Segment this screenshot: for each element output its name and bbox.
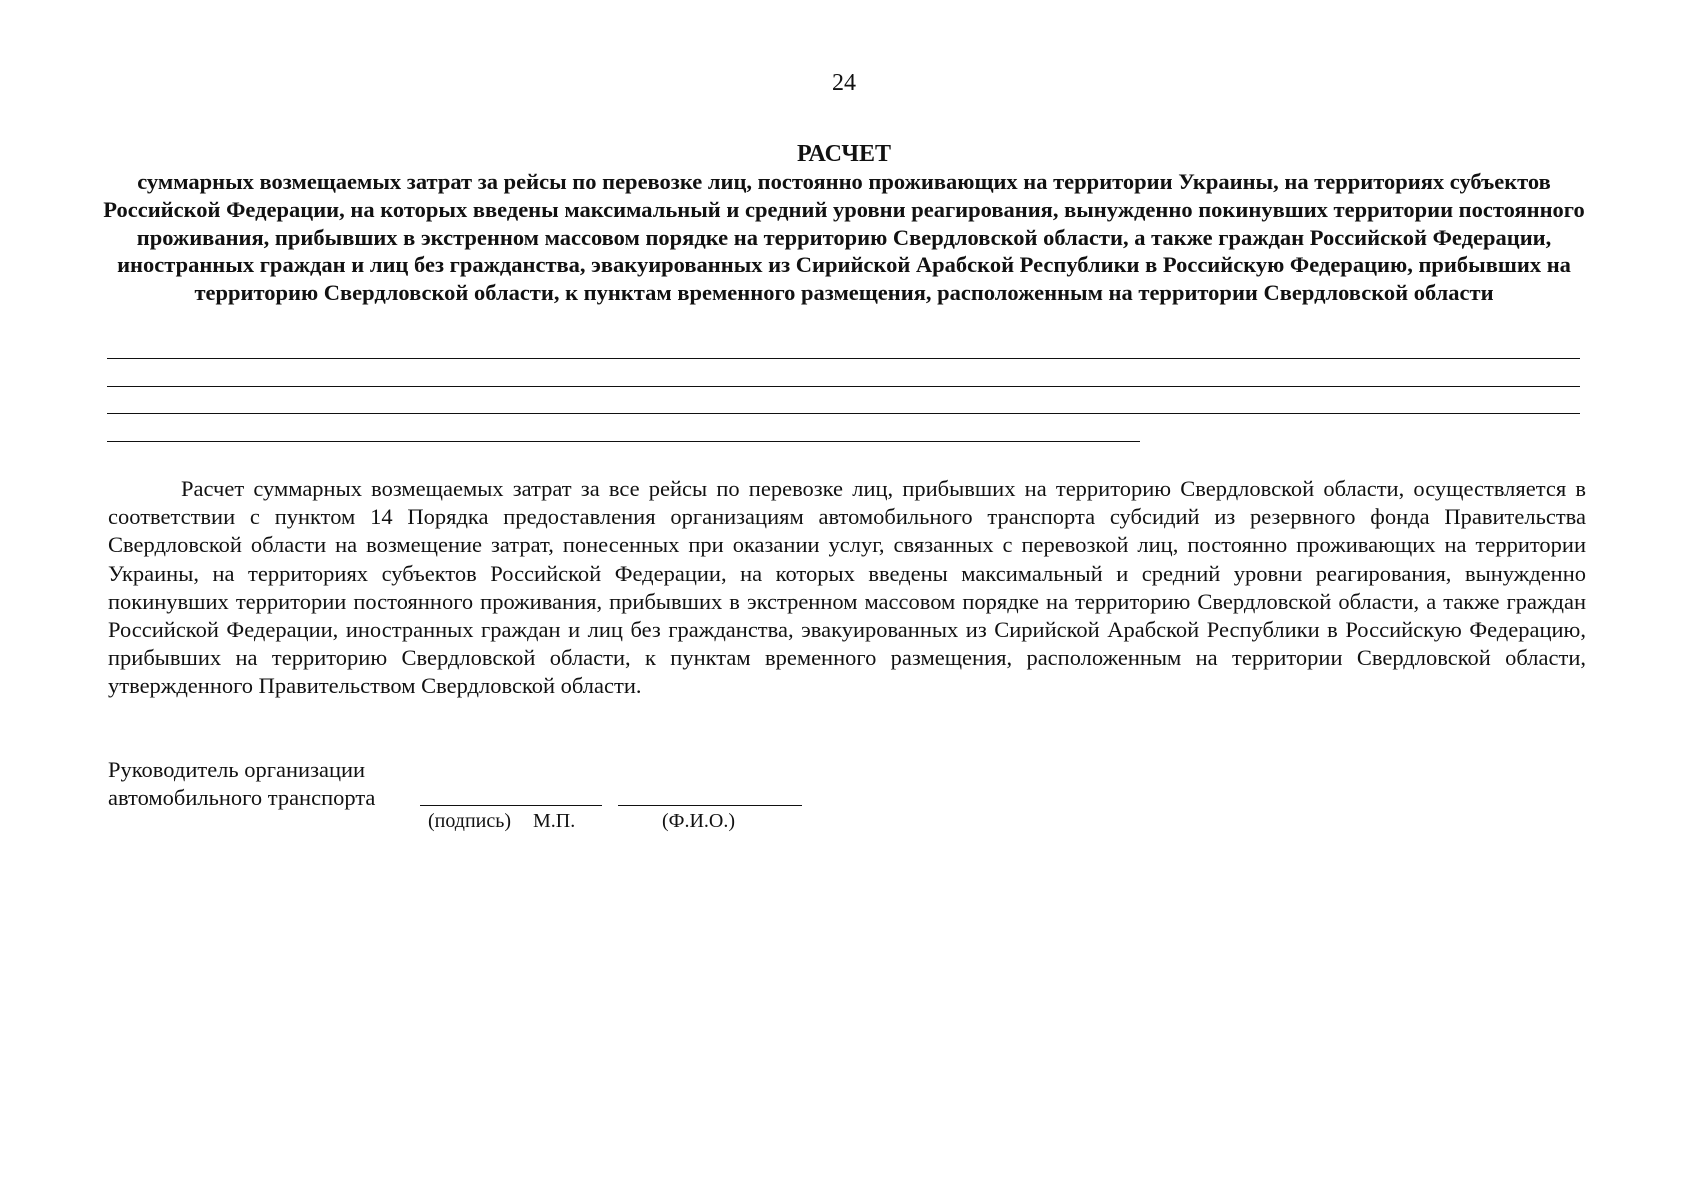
signer-role-line-2: автомобильного транспорта — [108, 785, 376, 810]
stamp-caption: М.П. — [533, 810, 576, 832]
signer-role-line-1: Руководитель организации — [108, 757, 366, 782]
signature-field — [420, 805, 602, 806]
document-subtitle: суммарных возмещаемых затрат за рейсы по перевозке лиц, постоянно проживающих на территории Украины, на территориях субъектов Российской Федерации, на которых введены максимальный и средний уровни реагирования, вынужденно покинувших территории постоянного проживания, прибывших в экстренном массовом порядке на территорию Свердловской области, а также граждан Российской Федерации, иностранных граждан и лиц без гражданства, эвакуированных из Сирийской Арабской Республики в Российскую Федерацию, прибывших на территорию Свердловской области, к пунктам временного размещения, расположенным на территории Свердловской области — [103, 169, 1585, 306]
fill-in-line-4 — [107, 441, 1140, 442]
fill-in-line-3 — [107, 413, 1580, 414]
fill-in-line-2 — [107, 386, 1580, 387]
page-number: 24 — [832, 70, 856, 96]
full-name-caption: (Ф.И.О.) — [662, 810, 736, 832]
signature-caption: (подпись) — [428, 810, 512, 832]
fill-in-line-1 — [107, 358, 1580, 359]
body-paragraph: Расчет суммарных возмещаемых затрат за все рейсы по перевозке лиц, прибывших на территорию Свердловской области, осуществляется в соответствии с пунктом 14 Порядка предоставления организациям автомобильного транспорта субсидий из резервного фонда Правительства Свердловской области на возмещение затрат, понесенных при оказании услуг, связанных с перевозкой лиц, постоянно проживающих на территории Украины, на территориях субъектов Российской Федерации, на которых введены максимальный и средний уровни реагирования, вынужденно покинувших территории постоянного проживания, прибывших в экстренном массовом порядке на территорию Свердловской области, а также граждан Российской Федерации, иностранных граждан и лиц без гражданства, эвакуированных из Сирийской Арабской Республики в Российскую Федерацию, прибывших на территорию Свердловской области, к пунктам временного размещения, расположенным на территории Свердловской области, утвержденного Правительством Свердловской области. — [108, 476, 1586, 699]
full-name-field — [618, 805, 802, 806]
document-title: РАСЧЕТ — [796, 141, 892, 167]
